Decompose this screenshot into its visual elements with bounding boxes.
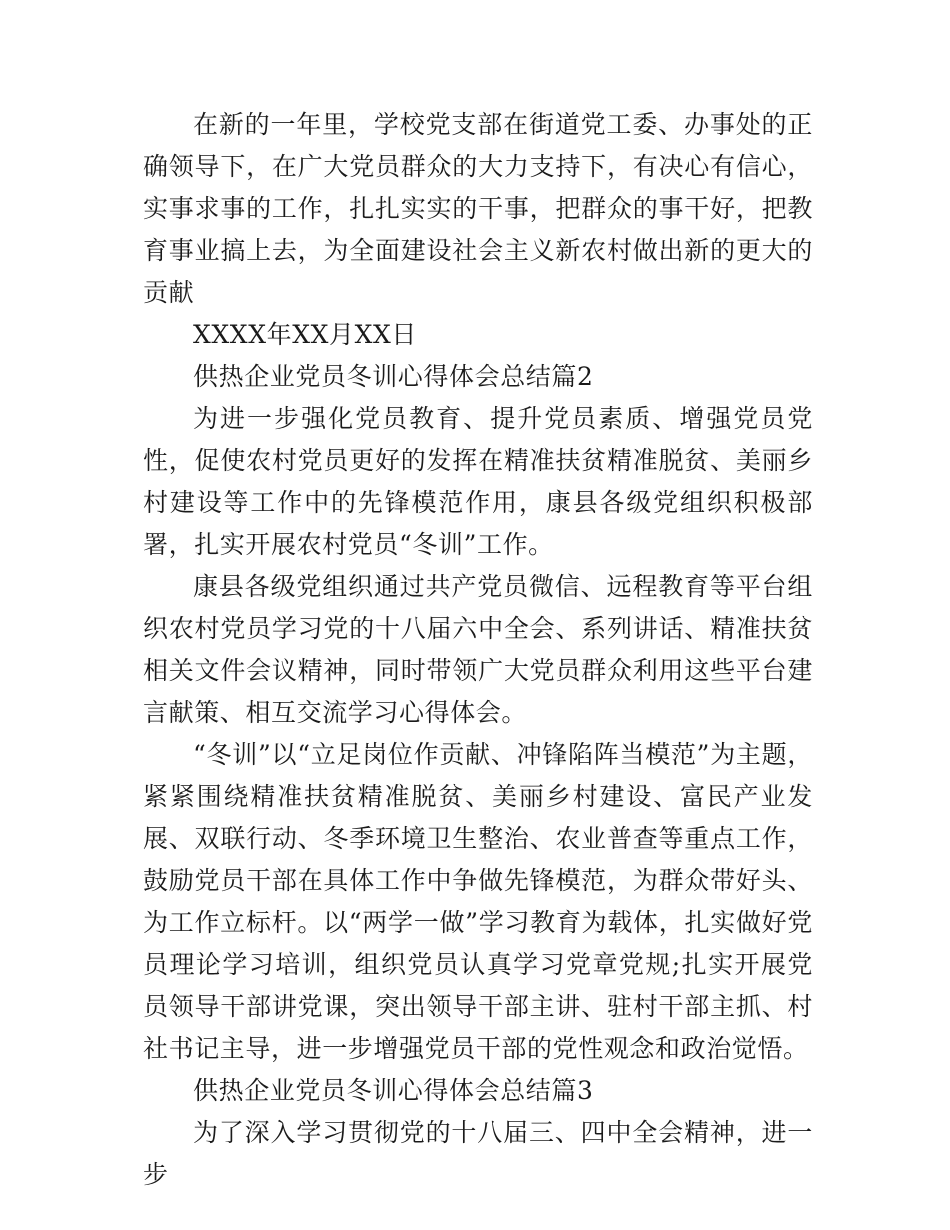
section-heading-2: 供热企业党员冬训心得体会总结篇2 [193, 362, 594, 391]
document-page [143, 104, 813, 1196]
paragraph-intro: 为进一步强化党员教育、提升党员素质、增强党员党性，促使农村党员更好的发挥在精准扶贫精准脱贫、美丽乡村建设等工作中的先锋模范作用，康县各级党组织积极部署，扎实开展农村党员“冬训”工作。 [143, 404, 813, 559]
paragraph-study: 康县各级党组织通过共产党员微信、远程教育等平台组织农村党员学习党的十八届六中全会、系列讲话、精准扶贫相关文件会议精神，同时带领广大党员群众利用这些平台建言献策、相互交流学习心得体会。 [143, 572, 813, 727]
section-heading-3: 供热企业党员冬训心得体会总结篇3 [193, 1076, 594, 1105]
paragraph-closing-statement: 在新的一年里，学校党支部在街道党工委、办事处的正确领导下，在广大党员群众的大力支持下，有决心有信心，实事求事的工作，扎扎实实的干事，把群众的事干好，把教育事业搞上去，为全面建设社会主义新农村做出新的更大的贡献 [143, 110, 813, 307]
paragraph-section3-start: 为了深入学习贯彻党的十八届三、四中全会精神，进一步 [143, 1118, 813, 1189]
date-line: XXXX年XX月XX日 [193, 320, 417, 349]
paragraph-theme: “冬训”以“立足岗位作贡献、冲锋陷阵当模范”为主题，紧紧围绕精准扶贫精准脱贫、美丽乡村建设、富民产业发展、双联行动、冬季环境卫生整治、农业普查等重点工作，鼓励党员干部在具体工作中争做先锋模范，为群众带好头、为工作立标杆。以“两学一做”学习教育为载体，扎实做好党员理论学习培训，组织党员认真学习党章党规;扎实开展党员领导干部讲党课，突出领导干部主讲、驻村干部主抓、村社书记主导，进一步增强党员干部的党性观念和政治觉悟。 [143, 740, 813, 1063]
